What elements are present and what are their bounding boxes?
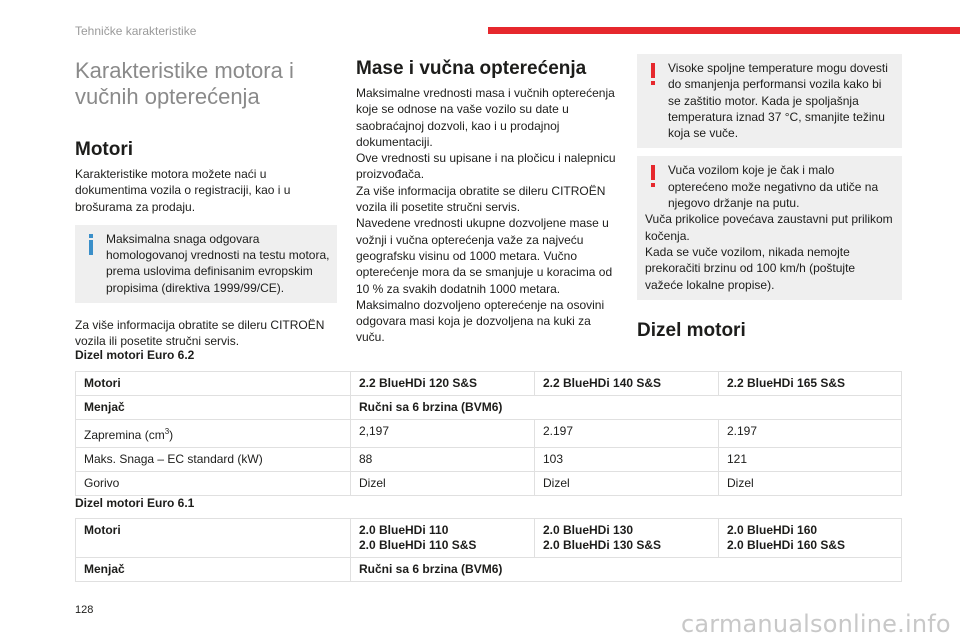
table-cell: Motori [76,372,351,396]
table-cell: Gorivo [76,472,351,496]
mase-p5: Maksimalno dozvoljeno opterećenje na osovini odgovara masi koja je dozvoljena na kuki za vuču. [356,297,605,345]
table-row [76,448,902,472]
table-cell: Dizel [719,472,902,496]
warning-icon [648,63,658,87]
mase-p4: Navedene vrednosti ukupne dozvoljene mase u vožnji i vučna opterećenja važe za najveću geografsku visinu od 1000 metara. Vučno opterećenje mora da se smanjuje u koracima od 10 % za svakih dodatnih 1000 metara. [356,216,613,296]
table-cell: Motori [76,519,351,558]
warning-icon [648,165,658,189]
table-euro62-title: Dizel motori Euro 6.2 [75,348,195,362]
table-row [76,396,902,420]
watermark: carmanualsonline.info [681,610,951,638]
table-row [76,558,902,582]
motori-heading: Motori [75,139,134,160]
mase-p1: Maksimalne vrednosti masa i vučnih opterećenja koje se odnose na vaše vozilo su date u saobraćajnoj dozvoli, kao i u prodajnoj dokumentaciji. [356,86,615,149]
page-number: 128 [75,604,94,616]
column-middle [356,58,620,346]
table-cell: 2.2 BlueHDi 140 S&S [535,372,719,396]
citroen-service-text: Za više informacija obratite se dileru CITROËN vozila ili posetite stručni servis. [75,318,325,349]
table-cell: Menjač [76,396,351,420]
table-cell: Zapremina $(cm^3)$ [76,420,351,448]
table-cell: 2.0 BlueHDi 110 2.0 BlueHDi 110 S&S [351,519,535,558]
table-cell: 121 [719,448,902,472]
table-euro61 [75,518,902,582]
info-note-box [75,225,337,303]
mase-heading: Mase i vučna opterećenja [356,58,587,79]
table-cell: Dizel [351,472,535,496]
table-row [76,372,902,396]
table-cell: 88 [351,448,535,472]
table-cell: 2.0 BlueHDi 160 2.0 BlueHDi 160 S&S [719,519,902,558]
header-section-label: Tehničke karakteristike [75,24,197,38]
table-cell: Ručni sa 6 brzina (BVM6) [351,558,902,582]
info-note-text: Maksimalna snaga odgovara homologovanoj vrednosti na testu motora, prema uslovima definisanim evropskim propisima (direktiva 1999/99/CE). [106,231,330,295]
table-cell: Ručni sa 6 brzina (BVM6) [351,396,902,420]
column-left [75,58,337,350]
table-cell: Maks. Snaga – EC standard (kW) [76,448,351,472]
header-red-bar [488,27,960,34]
table-cell: 103 [535,448,719,472]
info-icon [86,234,96,256]
table-cell: 2.197 [535,420,719,448]
warning-box-towing [637,156,902,299]
table-cell: 2.2 BlueHDi 120 S&S [351,372,535,396]
mase-p3: Za više informacija obratite se dileru CITROËN vozila ili posetite stručni servis. [356,183,606,215]
table-row [76,420,902,448]
dizel-motori-heading: Dizel motori [637,319,746,341]
table-cell: 2.197 [719,420,902,448]
table-cell: Menjač [76,558,351,582]
table-cell: 2.2 BlueHDi 165 S&S [719,372,902,396]
warning-box-temperature [637,54,902,148]
warning-temperature-text: Visoke spoljne temperature mogu dovesti do smanjenja performansi vozila kako bi se zaštitio motor. Kada je spoljašnja temperatura iznad 37 °C, smanjite težinu koja se vuče. [668,61,888,141]
table-row [76,472,902,496]
column-right [637,54,902,342]
table-euro62 [75,371,902,496]
table-cell: 2,197 [351,420,535,448]
table-cell: 2.0 BlueHDi 130 2.0 BlueHDi 130 S&S [535,519,719,558]
page-title: Karakteristike motora i vučnih opterećenja [75,58,294,109]
table-euro61-title: Dizel motori Euro 6.1 [75,496,195,510]
table-cell: Dizel [535,472,719,496]
warning-towing-text: Vuča vozilom koje je čak i malo opterećeno može negativno da utiče na njegovo držanje na putu. Vuča prikolice povećava zaustavni put prilikom kočenja. Kada se vuče vozilom, nikada nemojte prekoračiti brzinu od 100 km/h (poštujte važeće lokalne propise). [645,163,893,292]
mase-p2: Ove vrednosti su upisane i na pločicu i nalepnicu proizvođača. [356,151,616,182]
table-row [76,519,902,558]
motori-text: Karakteristike motora možete naći u dokumentima vozila o registraciji, kao i u brošurama za prodaju. [75,167,291,214]
